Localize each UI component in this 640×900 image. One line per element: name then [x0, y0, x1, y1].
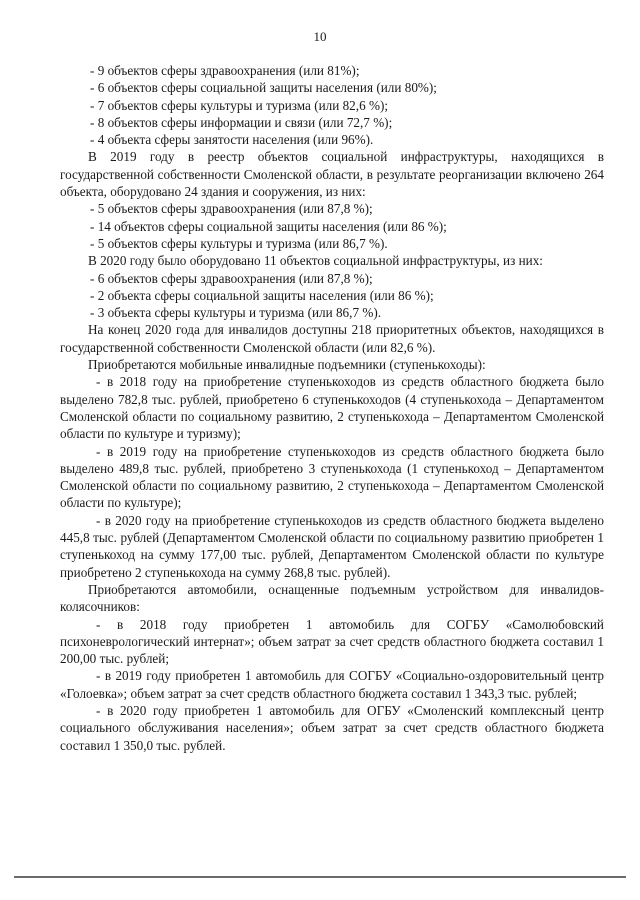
sub-paragraph: - в 2020 году приобретен 1 автомобиль для ОГБУ «Смоленский комплексный центр социального обслуживания населения»; объем затрат за счет средств областного бюджета составил 1 350,0 тыс. рублей.	[60, 702, 604, 753]
sub-paragraph: - в 2018 году на приобретение ступенькоходов из средств областного бюджета было выделено 782,8 тыс. рублей, приобретено 6 ступенькоходов (4 ступенькохода – Департаментом Смоленской области по социальному развитию, 2 ступенькохода – Департаментом Смоленской области по культуре и туризму);	[60, 374, 604, 442]
paragraph: В 2020 году было оборудовано 11 объектов социальной инфраструктуры, из них:	[88, 253, 543, 269]
document-body	[60, 62, 604, 754]
paragraph: На конец 2020 года для инвалидов доступны 218 приоритетных объектов, находящихся в государственной собственности Смоленской области (или 82,6 %).	[60, 322, 604, 355]
page-number: 10	[313, 29, 327, 44]
scan-edge-divider	[14, 876, 626, 878]
list-item: - 4 объекта сферы занятости населения (или 96%).	[90, 132, 374, 148]
list-item: - 6 объектов сферы социальной защиты населения (или 80%);	[90, 80, 437, 96]
list-item: - 9 объектов сферы здравоохранения (или 81%);	[90, 63, 360, 78]
paragraph: Приобретаются автомобили, оснащенные подъемным устройством для инвалидов-колясочников:	[60, 581, 604, 615]
sub-paragraph: - в 2020 году на приобретение ступенькоходов из средств областного бюджета выделено 445,8 тыс. рублей (Департаментом Смоленской области по социальному развитию приобретен 1 ступенькоход на сумму 177,00 тыс. рублей, Департаментом Смоленской области по культуре приобретено 2 ступенькохода на сумму 268,8 тыс. рублей).	[60, 512, 604, 580]
list-item: - 6 объектов сферы здравоохранения (или 87,8 %);	[90, 270, 373, 286]
list-item: - 2 объекта сферы социальной защиты населения (или 86 %);	[90, 287, 434, 303]
list-item: - 3 объекта сферы культуры и туризма (или 86,7 %).	[90, 305, 382, 321]
list-item: - 7 объектов сферы культуры и туризма (или 82,6 %);	[90, 97, 389, 113]
sub-paragraph: - в 2019 году приобретен 1 автомобиль для СОГБУ «Социально-оздоровительный центр «Голоевка»; объем затрат за счет средств областного бюджета составил 1 343,3 тыс. рублей;	[60, 668, 604, 701]
list-item: - 5 объектов сферы здравоохранения (или 87,8 %);	[90, 201, 373, 217]
list-item: - 14 объектов сферы социальной защиты населения (или 86 %);	[90, 218, 447, 234]
sub-paragraph: - в 2018 году приобретен 1 автомобиль для СОГБУ «Самолюбовский психоневрологический интернат»; объем затрат за счет средств областного бюджета составил 1 200,00 тыс. рублей;	[60, 616, 604, 667]
sub-paragraph: - в 2019 году на приобретение ступенькоходов из средств областного бюджета было выделено 489,8 тыс. рублей, приобретено 3 ступенькохода (1 ступенькоход – Департаментом Смоленской области по социальному развитию, 2 ступенькохода – Департаментом Смоленской области по культуре);	[60, 443, 604, 511]
list-item: - 5 объектов сферы культуры и туризма (или 86,7 %).	[90, 235, 388, 251]
paragraph: Приобретаются мобильные инвалидные подъемники (ступенькоходы):	[88, 357, 486, 373]
list-item: - 8 объектов сферы информации и связи (или 72,7 %);	[90, 114, 393, 130]
paragraph: В 2019 году в реестр объектов социальной инфраструктуры, находящихся в государственной собственности Смоленской области, в результате реорганизации включено 264 объекта, оборудовано 24 здания и сооружения, из них:	[60, 149, 604, 200]
